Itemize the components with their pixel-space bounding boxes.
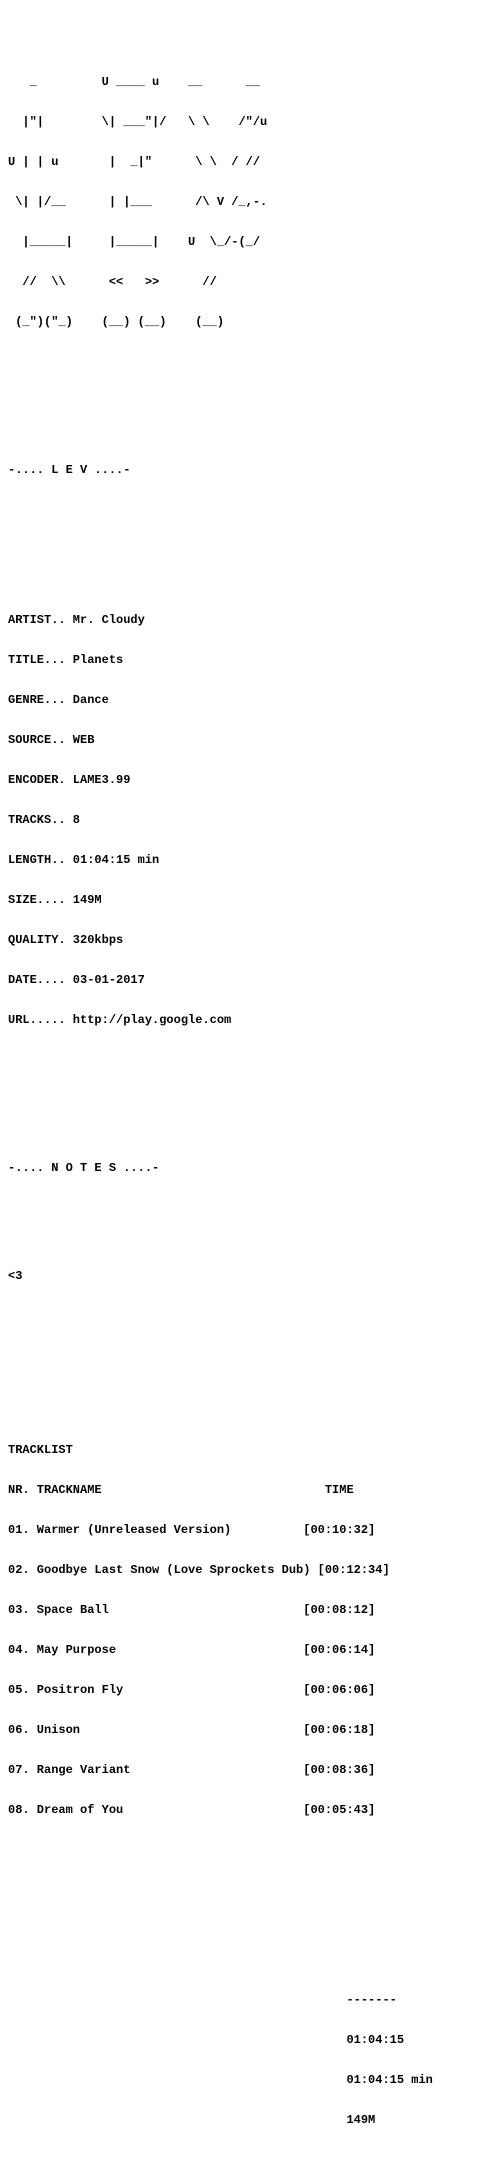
track-row: 02. Goodbye Last Snow (Love Sprockets Dub) [00:12:34] [8,1563,390,1577]
tracklist [8,1416,433,1844]
info-artist: ARTIST.. Mr. Cloudy [8,613,145,627]
info-encoder: ENCODER. LAME3.99 [8,773,131,787]
ascii-art-logo [8,48,433,356]
notes-section-header: -.... N O T E S ....- [8,1161,160,1175]
spacer [8,1216,433,1228]
track-row: 04. May Purpose [00:06:14] [8,1643,376,1657]
ascii-art-line: |"| \| ___"|/ \ \ /"/u [8,115,268,129]
info-title: TITLE... Planets [8,653,124,667]
track-row: 08. Dream of You [00:05:43] [8,1803,376,1817]
ascii-art-line: _ U ____ u __ __ [8,75,261,89]
ascii-art-line: |_____| |_____| U \_/-(_/ [8,235,261,249]
spacer [8,398,433,422]
info-date: DATE.... 03-01-2017 [8,973,145,987]
totals [8,1966,433,2154]
track-row: 07. Range Variant [00:08:36] [8,1763,376,1777]
info-url: URL..... http://play.google.com [8,1013,232,1027]
info-length: LENGTH.. 01:04:15 min [8,853,160,867]
notes-text: <3 [8,1269,23,1283]
ascii-art-line: U | | u | _|" \ \ / // [8,155,261,169]
ascii-art-line: \| |/__ | |___ /\ V /_,-. [8,195,268,209]
ascii-art-line: // \\ << >> // [8,275,217,289]
spacer [8,518,433,530]
info-quality: QUALITY. 320kbps [8,933,124,947]
spacer [8,1886,433,1910]
track-row: 05. Positron Fly [00:06:06] [8,1683,376,1697]
info-genre: GENRE... Dance [8,693,109,707]
tracklist-column-header: NR. TRACKNAME TIME [8,1483,354,1497]
totals-length: 01:04:15 min [8,2073,433,2087]
totals-divider: ------- [8,1993,397,2007]
track-row: 06. Unison [00:06:18] [8,1723,376,1737]
nfo-document [8,6,433,2168]
tracklist-title: TRACKLIST [8,1443,73,1457]
lev-section-header: -.... L E V ....- [8,463,131,477]
info-size: SIZE.... 149M [8,893,102,907]
ascii-art-line: (_")("_) (__) (__) (__) [8,315,225,329]
info-source: SOURCE.. WEB [8,733,95,747]
spacer [8,1324,433,1360]
totals-time: 01:04:15 [8,2033,405,2047]
info-tracks: TRACKS.. 8 [8,813,81,827]
track-row: 03. Space Ball [00:08:12] [8,1603,376,1617]
track-row: 01. Warmer (Unreleased Version) [00:10:32] [8,1523,376,1537]
totals-size: 149M [8,2113,376,2127]
spacer [8,1096,433,1120]
release-info [8,586,433,1054]
